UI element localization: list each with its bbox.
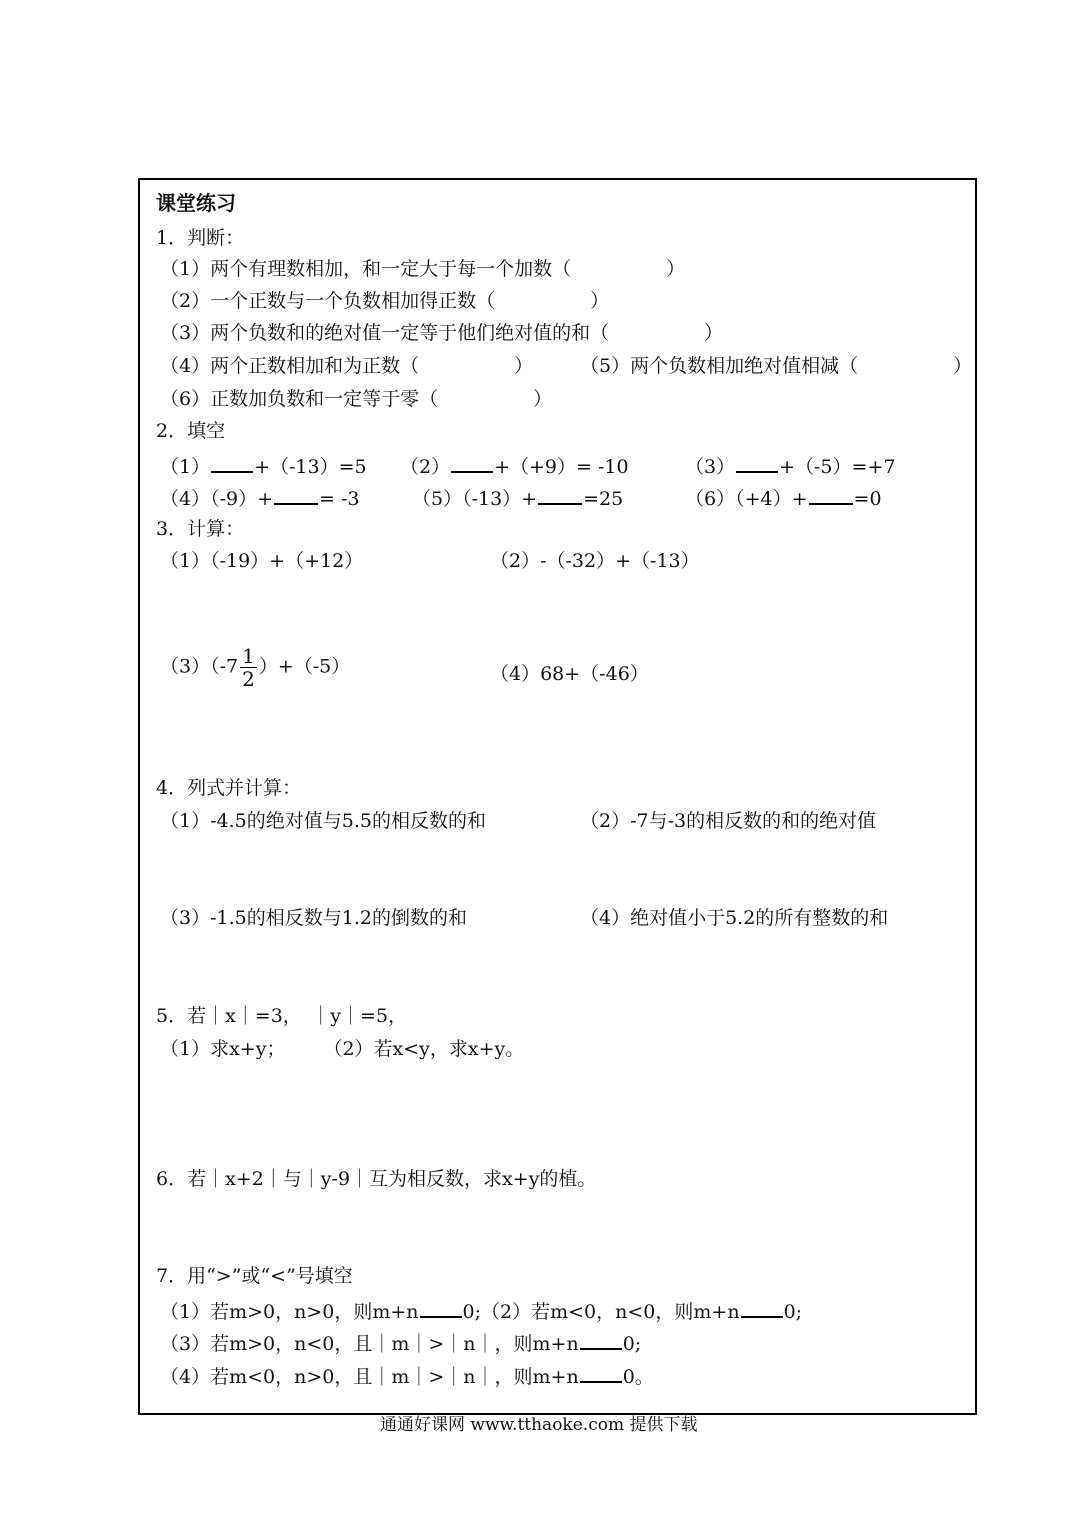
answer-blank[interactable] (538, 485, 582, 505)
q1-item-5: （5）两个负数相加绝对值相减（ ） (580, 355, 973, 377)
q2-item-3: （3） +（-5）=+7 (685, 453, 895, 478)
q7-title: 7．用“>”或“<”号填空 (156, 1265, 353, 1287)
q3-item-1: （1）（-19）+（+12） (160, 550, 364, 572)
q3-item-2: （2）-（-32）+（-13） (490, 550, 700, 572)
fraction-one-half: $\frac{1}{2}$ (242, 644, 255, 691)
answer-blank[interactable] (580, 1363, 622, 1383)
q2-item-2: （2） +（+9）= -10 (400, 453, 629, 478)
q2-item-6: （6）（+4）+ =0 (685, 485, 882, 510)
answer-blank[interactable] (809, 485, 853, 505)
q7-line-2: （3）若m>0，n<0，且｜m｜>｜n｜，则m+n 0; (160, 1330, 641, 1355)
q3-item-3: （3）（-7 $\frac{1}{2}$ ）+（-5） (160, 644, 351, 691)
footer-credit: 通通好课网 www.tthaoke.com 提供下载 (380, 1415, 698, 1435)
answer-blank[interactable] (420, 1298, 462, 1318)
q1-title: 1．判断： (156, 227, 245, 249)
q7-line-3: （4）若m<0，n>0，且｜m｜>｜n｜，则m+n 0。 (160, 1363, 654, 1388)
answer-blank[interactable] (211, 453, 253, 473)
q4-item-4: （4）绝对值小于5.2的所有整数的和 (580, 907, 889, 929)
answer-blank[interactable] (451, 453, 493, 473)
q4-item-3: （3）-1.5的相反数与1.2的倒数的和 (160, 907, 467, 929)
q1-item-6: （6）正数加负数和一定等于零（ ） (160, 388, 553, 410)
answer-blank[interactable] (274, 485, 318, 505)
q2-item-1: （1） +（-13）=5 (160, 453, 367, 478)
q3-title: 3．计算： (156, 518, 245, 540)
answer-blank[interactable] (741, 1298, 783, 1318)
q5-title: 5．若｜x｜=3， ｜y｜=5， (156, 1005, 408, 1027)
q3-item-4: （4）68+（-46） (490, 663, 649, 685)
q4-title: 4．列式并计算： (156, 777, 302, 799)
q1-item-4: （4）两个正数相加和为正数（ ） (160, 355, 534, 377)
q1-item-2: （2）一个正数与一个负数相加得正数（ ） (160, 290, 610, 312)
q7-line-1: （1）若m>0，n>0，则m+n 0;（2）若m<0，n<0，则m+n 0; (160, 1298, 802, 1323)
q2-item-5: （5）（-13）+ =25 (412, 485, 623, 510)
q4-item-1: （1）-4.5的绝对值与5.5的相反数的和 (160, 810, 486, 832)
q2-item-4: （4）（-9）+ = -3 (160, 485, 360, 510)
q2-title: 2．填空 (156, 420, 226, 442)
answer-blank[interactable] (736, 453, 778, 473)
q1-item-3: （3）两个负数和的绝对值一定等于他们绝对值的和（ ） (160, 322, 724, 344)
section-title: 课堂练习 (156, 191, 236, 215)
q5-sub: （1）求x+y； （2）若x<y，求x+y。 (160, 1038, 525, 1060)
q4-item-2: （2）-7与-3的相反数的和的绝对值 (580, 810, 877, 832)
q6-title: 6．若｜x+2｜与｜y-9｜互为相反数，求x+y的植。 (156, 1168, 597, 1190)
answer-blank[interactable] (580, 1330, 622, 1350)
q1-item-1: （1）两个有理数相加，和一定大于每一个加数（ ） (160, 258, 686, 280)
